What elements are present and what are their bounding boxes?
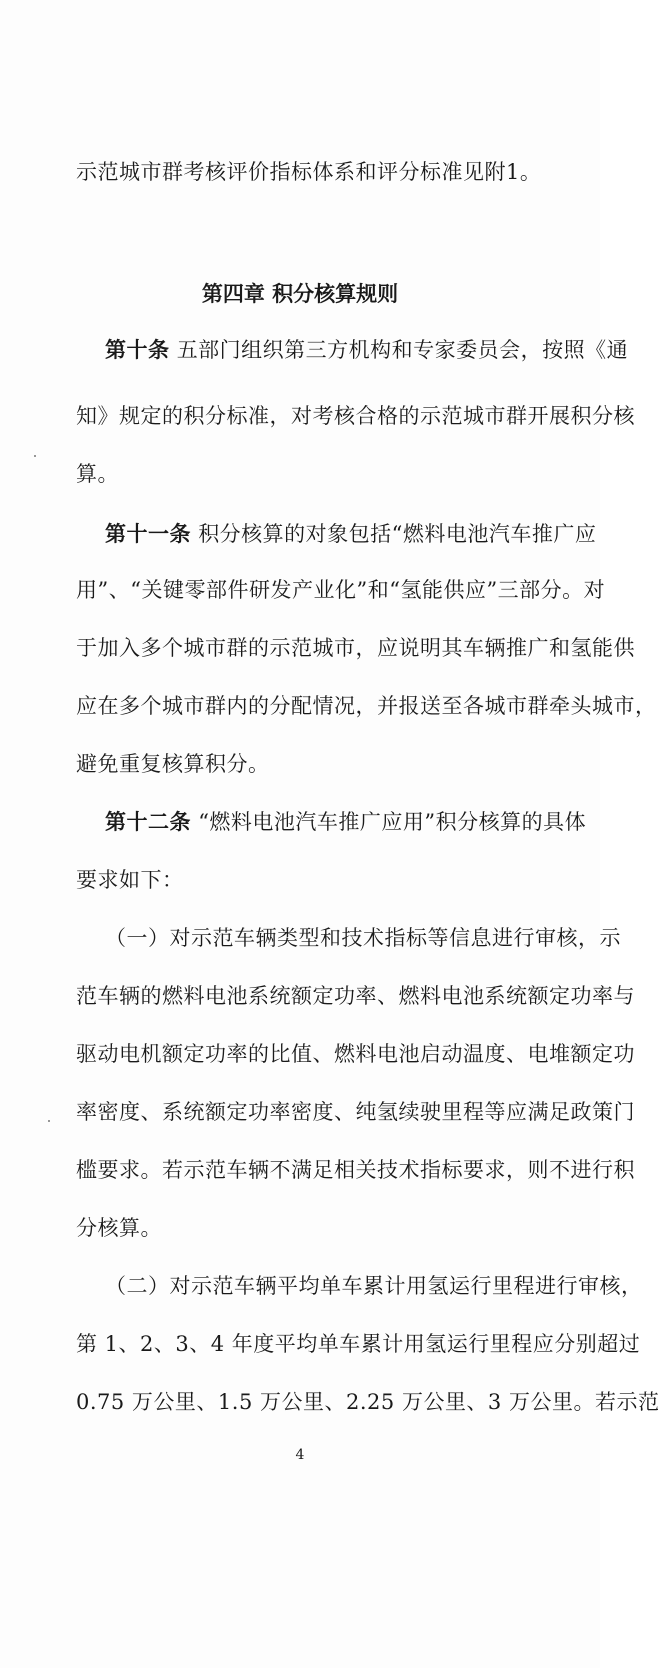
- item2-line-1: （二）对示范车辆平均单车累计用氢运行里程进行审核，: [105, 1274, 643, 1298]
- article12-first-line: [105, 808, 587, 836]
- article10-first-line: [105, 336, 629, 364]
- article11-first-line: [105, 520, 597, 548]
- item1-line-6: 分核算。: [76, 1216, 162, 1240]
- article10-line-3: 算。: [76, 462, 119, 486]
- item1-line-3: 驱动电机额定功率的比值、燃料电池启动温度、电堆额定功: [76, 1042, 635, 1066]
- page-number: 4: [295, 1447, 305, 1463]
- article11-line-3: 于加入多个城市群的示范城市，应说明其车辆推广和氢能供: [76, 636, 635, 660]
- article11-line-4: 应在多个城市群内的分配情况，并报送至各城市群牵头城市，: [76, 694, 657, 718]
- item2-line-3: 0.75 万公里、1.5 万公里、2.25 万公里、3 万公里。若示范: [76, 1390, 659, 1414]
- article12-line-2: 要求如下：: [76, 868, 184, 892]
- article10-line-2: 知》规定的积分标准，对考核合格的示范城市群开展积分核: [76, 404, 635, 428]
- item1-line-1: （一）对示范车辆类型和技术指标等信息进行审核，示: [105, 926, 621, 950]
- chapter-heading: 第四章 积分核算规则: [201, 282, 399, 306]
- item2-line-2: 第 1、2、3、4 年度平均单车累计用氢运行里程应分别超过: [76, 1332, 641, 1356]
- item1-line-5: 槛要求。若示范车辆不满足相关技术指标要求，则不进行积: [76, 1158, 635, 1182]
- article10-label: 第十条: [105, 338, 170, 362]
- article11-line-5: 避免重复核算积分。: [76, 752, 270, 776]
- article11-label: 第十一条: [105, 522, 191, 546]
- article10-line-1: 五部门组织第三方机构和专家委员会，按照《通: [176, 338, 629, 362]
- intro-line: 示范城市群考核评价指标体系和评分标准见附1。: [76, 160, 542, 184]
- item1-line-2: 范车辆的燃料电池系统额定功率、燃料电池系统额定功率与: [76, 984, 635, 1008]
- article12-label: 第十二条: [105, 810, 191, 834]
- scan-speck: [48, 1120, 50, 1122]
- article11-line-1: 积分核算的对象包括“燃料电池汽车推广应: [198, 522, 597, 546]
- article11-line-2: 用”、“关键零部件研发产业化”和“氢能供应”三部分。对: [76, 578, 606, 602]
- scan-speck: [34, 455, 36, 457]
- article12-line-1: “燃料电池汽车推广应用”积分核算的具体: [198, 810, 587, 834]
- item1-line-4: 率密度、系统额定功率密度、纯氢续驶里程等应满足政策门: [76, 1100, 635, 1124]
